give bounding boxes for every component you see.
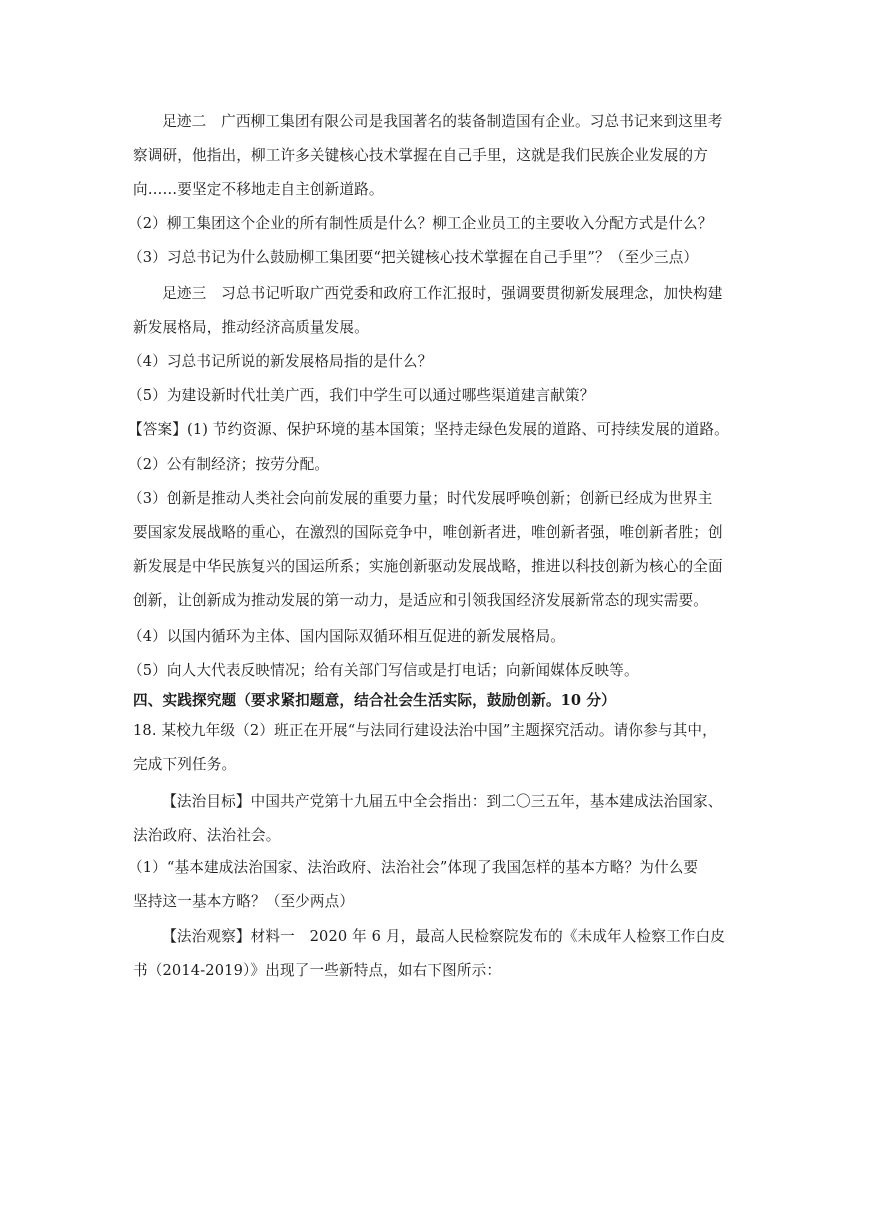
question-5 xyxy=(128,379,738,413)
question-18-1 xyxy=(128,851,738,919)
question-2 xyxy=(128,207,738,241)
text-line: （3）创新是推动人类社会向前发展的重要力量；时代发展呼唤创新；创新已经成为世界主 xyxy=(128,490,713,507)
text-line: 法治政府、法治社会。 xyxy=(133,827,281,844)
text-line: 察调研，他指出，柳工许多关键核心技术掌握在自己手里，这就是我们民族企业发展的方 xyxy=(133,147,709,164)
text-line: 新发展格局，推动经济高质量发展。 xyxy=(133,319,369,336)
text-line: 足迹三 习总书记听取广西党委和政府工作汇报时，强调要贯彻新发展理念，加快构建 xyxy=(162,285,723,302)
text-line: 创新，让创新成为推动发展的第一动力，是适应和引领我国经济发展新常态的现实需要。 xyxy=(133,592,709,609)
text-line: （4）以国内循环为主体、国内国际双循环相互促进的新发展格局。 xyxy=(128,628,566,645)
section-four-heading xyxy=(133,684,743,718)
text-line: （2）柳工集团这个企业的所有制性质是什么？柳工企业员工的主要收入分配方式是什么？ xyxy=(128,215,713,232)
text-line: （4）习总书记所说的新发展格局指的是什么？ xyxy=(128,353,433,370)
rule-of-law-observation xyxy=(133,920,743,988)
answer-1 xyxy=(128,413,738,447)
text-line: （1）“基本建成法治国家、法治政府、法治社会”体现了我国怎样的基本方略？为什么要 xyxy=(128,859,699,876)
footprint-two-paragraph xyxy=(133,105,743,207)
answer-4 xyxy=(128,620,738,654)
question-3 xyxy=(128,241,738,275)
text-line: 书（2014-2019）》出现了一些新特点，如右下图所示： xyxy=(133,962,502,979)
text-line: 新发展是中华民族复兴的国运所系；实施创新驱动发展战略，推进以科技创新为核心的全面 xyxy=(133,558,723,575)
question-4 xyxy=(128,345,738,379)
question-18-intro xyxy=(133,714,743,782)
text-line: 向……要坚定不移地走自主创新道路。 xyxy=(133,181,384,198)
text-line: 坚持这一基本方略？（至少两点） xyxy=(133,893,355,910)
text-line: 【法治观察】材料一 2020 年 6 月，最高人民检察院发布的《未成年人检察工作白皮 xyxy=(162,928,726,945)
footprint-three-paragraph xyxy=(133,277,743,345)
answer-2 xyxy=(128,448,738,482)
answer-5 xyxy=(128,654,738,688)
text-line: 18. 某校九年级（2）班正在开展“与法同行建设法治中国”主题探究活动。请你参与其中， xyxy=(133,722,717,739)
text-line: （2）公有制经济；按劳分配。 xyxy=(128,456,330,473)
answer-3 xyxy=(128,482,738,618)
text-line: （3）习总书记为什么鼓励柳工集团要“把关键核心技术掌握在自己手里”？（至少三点） xyxy=(128,249,699,266)
text-line: （5）向人大代表反映情况；给有关部门写信或是打电话；向新闻媒体反映等。 xyxy=(128,662,639,679)
text-line: 完成下列任务。 xyxy=(133,756,237,773)
text-line: 【法治目标】中国共产党第十九届五中全会指出：到二〇三五年，基本建成法治国家、 xyxy=(162,793,723,810)
rule-of-law-goal xyxy=(133,785,743,853)
text-line: 【答案】(1) 节约资源、保护环境的基本国策；坚持走绿色发展的道路、可持续发展的道路。 xyxy=(128,421,729,438)
text-line: 足迹二 广西柳工集团有限公司是我国著名的装备制造国有企业。习总书记来到这里考 xyxy=(162,113,723,130)
text-line: 四、实践探究题（要求紧扣题意，结合社会生活实际，鼓励创新。10 分） xyxy=(133,692,616,709)
text-line: 要国家发展战略的重心，在激烈的国际竞争中，唯创新者进，唯创新者强，唯创新者胜；创 xyxy=(133,524,723,541)
text-line: （5）为建设新时代壮美广西，我们中学生可以通过哪些渠道建言献策？ xyxy=(128,387,595,404)
